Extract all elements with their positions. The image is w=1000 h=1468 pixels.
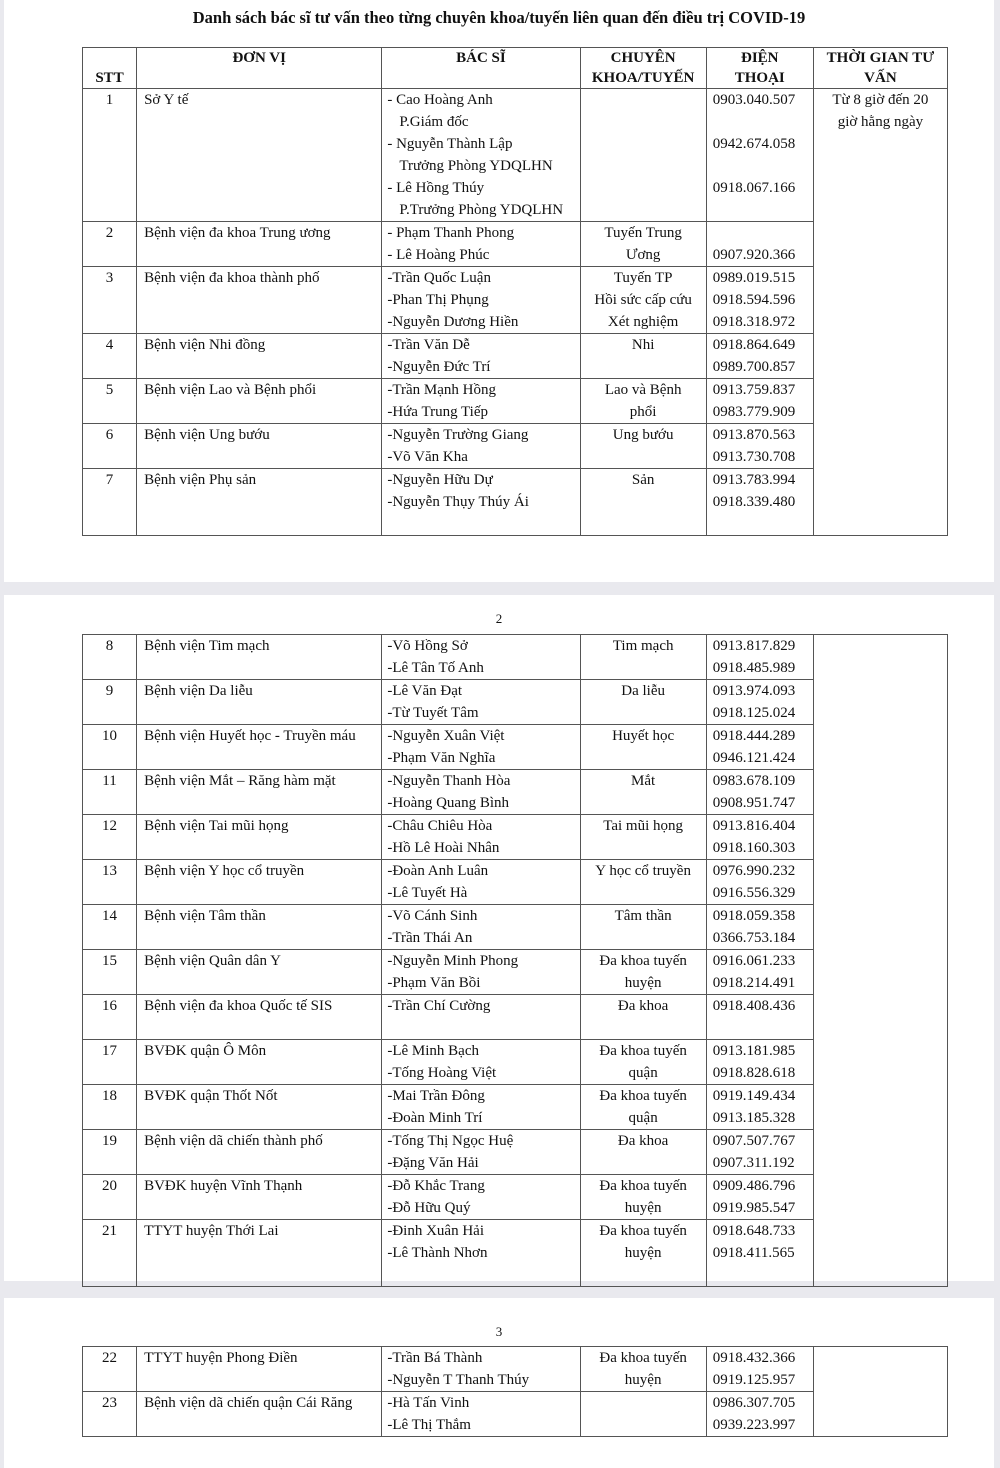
row-unit: Sở Y tế [137, 89, 382, 222]
row-phones: 0909.486.796 0919.985.547 [706, 1175, 813, 1220]
row-stt: 22 [83, 1347, 137, 1392]
row-specialty: Tâm thần [580, 905, 706, 950]
row-stt: 13 [83, 860, 137, 905]
row-specialty: Lao và Bệnh phổi [580, 379, 706, 424]
row-phones: 0903.040.507 0942.674.058 0918.067.166 [706, 89, 813, 222]
row-phones: 0919.149.434 0913.185.328 [706, 1085, 813, 1130]
row-unit: Bệnh viện Mắt – Răng hàm mặt [137, 770, 382, 815]
row-specialty [580, 89, 706, 222]
row-unit: Bệnh viện Phụ sản [137, 469, 382, 536]
row-stt: 21 [83, 1220, 137, 1287]
row-phones: 0989.019.515 0918.594.596 0918.318.972 [706, 267, 813, 334]
row-stt: 5 [83, 379, 137, 424]
row-phones: 0913.870.563 0913.730.708 [706, 424, 813, 469]
row-unit: Bệnh viện đa khoa Quốc tế SIS [137, 995, 382, 1040]
row-unit: BVĐK quận Thốt Nốt [137, 1085, 382, 1130]
doctor-table-page-1 [82, 47, 948, 536]
row-doctors: -Châu Chiêu Hòa -Hồ Lê Hoài Nhân [382, 815, 580, 860]
row-phones: 0913.181.985 0918.828.618 [706, 1040, 813, 1085]
row-stt: 19 [83, 1130, 137, 1175]
row-doctors: -Mai Trần Đông -Đoàn Minh Trí [382, 1085, 580, 1130]
row-stt: 15 [83, 950, 137, 995]
row-doctors: -Võ Cánh Sinh -Trần Thái An [382, 905, 580, 950]
row-specialty: Đa khoa tuyến quận [580, 1085, 706, 1130]
row-stt: 16 [83, 995, 137, 1040]
row-phones: 0918.444.289 0946.121.424 [706, 725, 813, 770]
header-unit: ĐƠN VỊ [137, 48, 382, 89]
row-unit: Bệnh viện Nhi đồng [137, 334, 382, 379]
row-phones: 0907.507.767 0907.311.192 [706, 1130, 813, 1175]
row-stt: 20 [83, 1175, 137, 1220]
row-specialty: Đa khoa tuyến quận [580, 1040, 706, 1085]
row-stt: 2 [83, 222, 137, 267]
row-phones: 0913.817.829 0918.485.989 [706, 635, 813, 680]
consult-time: Từ 8 giờ đến 20 giờ hằng ngày [813, 89, 947, 536]
table-row [83, 1347, 948, 1392]
row-stt: 12 [83, 815, 137, 860]
row-stt: 14 [83, 905, 137, 950]
row-doctors: -Tống Thị Ngọc Huệ -Đặng Văn Hải [382, 1130, 580, 1175]
row-stt: 4 [83, 334, 137, 379]
row-phones: 0983.678.109 0908.951.747 [706, 770, 813, 815]
header-phone: ĐIỆN THOẠI [706, 48, 813, 89]
row-phones: 0918.059.358 0366.753.184 [706, 905, 813, 950]
row-doctors: -Trần Bá Thành -Nguyễn T Thanh Thúy [382, 1347, 580, 1392]
row-stt: 17 [83, 1040, 137, 1085]
row-unit: Bệnh viện Lao và Bệnh phổi [137, 379, 382, 424]
row-unit: Bệnh viện Y học cổ truyền [137, 860, 382, 905]
consult-time [813, 635, 947, 1287]
row-doctors: -Lê Minh Bạch -Tống Hoàng Việt [382, 1040, 580, 1085]
row-stt: 8 [83, 635, 137, 680]
row-unit: Bệnh viện Tim mạch [137, 635, 382, 680]
row-specialty: Tim mạch [580, 635, 706, 680]
row-specialty: Y học cổ truyền [580, 860, 706, 905]
row-phones: 0918.864.649 0989.700.857 [706, 334, 813, 379]
row-unit: TTYT huyện Phong Điền [137, 1347, 382, 1392]
row-specialty: Tuyến TP Hồi sức cấp cứu Xét nghiệm [580, 267, 706, 334]
row-specialty: Mắt [580, 770, 706, 815]
row-phones: 0976.990.232 0916.556.329 [706, 860, 813, 905]
header-doctor: BÁC SĨ [382, 48, 580, 89]
row-unit: Bệnh viện dã chiến quận Cái Răng [137, 1392, 382, 1437]
row-specialty: Đa khoa tuyến huyện [580, 1220, 706, 1287]
row-specialty: Tai mũi họng [580, 815, 706, 860]
consult-time [813, 1347, 947, 1437]
table-row [83, 635, 948, 680]
row-unit: BVĐK huyện Vĩnh Thạnh [137, 1175, 382, 1220]
row-specialty: Đa khoa tuyến huyện [580, 1175, 706, 1220]
header-time: THỜI GIAN TƯ VẤN [813, 48, 947, 89]
row-unit: Bệnh viện Tâm thần [137, 905, 382, 950]
row-doctors: -Đinh Xuân Hải -Lê Thành Nhơn [382, 1220, 580, 1287]
row-doctors: -Nguyễn Xuân Việt -Phạm Văn Nghĩa [382, 725, 580, 770]
row-doctors: -Nguyễn Minh Phong -Phạm Văn Bồi [382, 950, 580, 995]
row-unit: Bệnh viện Ung bướu [137, 424, 382, 469]
row-phones: 0916.061.233 0918.214.491 [706, 950, 813, 995]
row-specialty: Đa khoa [580, 1130, 706, 1175]
row-specialty: Nhi [580, 334, 706, 379]
doctor-table-page-3 [82, 1346, 948, 1437]
row-doctors: - Phạm Thanh Phong - Lê Hoàng Phúc [382, 222, 580, 267]
row-specialty: Đa khoa tuyến huyện [580, 1347, 706, 1392]
row-doctors: -Trần Mạnh Hồng -Hứa Trung Tiếp [382, 379, 580, 424]
row-doctors: -Trần Chí Cường [382, 995, 580, 1040]
row-doctors: -Võ Hồng Sở -Lê Tân Tố Anh [382, 635, 580, 680]
table-row [83, 89, 948, 222]
row-doctors: -Trần Quốc Luận -Phan Thị Phụng -Nguyễn Dương Hiền [382, 267, 580, 334]
row-specialty: Sản [580, 469, 706, 536]
row-phones: 0913.759.837 0983.779.909 [706, 379, 813, 424]
row-phones: 0913.783.994 0918.339.480 [706, 469, 813, 536]
row-doctors: -Hà Tấn Vinh -Lê Thị Thắm [382, 1392, 580, 1437]
table-header-row [83, 48, 948, 89]
header-specialty: CHUYÊN KHOA/TUYẾN [580, 48, 706, 89]
row-doctors: -Nguyễn Hữu Dự -Nguyễn Thụy Thúy Ái [382, 469, 580, 536]
row-phones: 0907.920.366 [706, 222, 813, 267]
row-specialty: Da liễu [580, 680, 706, 725]
row-stt: 10 [83, 725, 137, 770]
row-specialty [580, 1392, 706, 1437]
row-stt: 9 [83, 680, 137, 725]
header-stt: STT [83, 48, 137, 89]
row-doctors: -Trần Văn Dễ -Nguyễn Đức Trí [382, 334, 580, 379]
document-title: Danh sách bác sĩ tư vấn theo từng chuyên khoa/tuyến liên quan đến điều trị COVID-19 [192, 8, 806, 27]
row-unit: Bệnh viện đa khoa Trung ương [137, 222, 382, 267]
row-stt: 6 [83, 424, 137, 469]
page-number: 2 [495, 611, 503, 626]
row-specialty: Huyết học [580, 725, 706, 770]
row-unit: Bệnh viện đa khoa thành phố [137, 267, 382, 334]
row-stt: 18 [83, 1085, 137, 1130]
row-unit: Bệnh viện Huyết học - Truyền máu [137, 725, 382, 770]
doctor-table-page-2 [82, 634, 948, 1287]
row-phones: 0918.648.733 0918.411.565 [706, 1220, 813, 1287]
row-doctors: -Lê Văn Đạt -Từ Tuyết Tâm [382, 680, 580, 725]
row-doctors: -Đoàn Anh Luân -Lê Tuyết Hà [382, 860, 580, 905]
row-phones: 0918.408.436 [706, 995, 813, 1040]
row-specialty: Tuyến Trung Ương [580, 222, 706, 267]
row-unit: TTYT huyện Thới Lai [137, 1220, 382, 1287]
row-stt: 7 [83, 469, 137, 536]
row-phones: 0918.432.366 0919.125.957 [706, 1347, 813, 1392]
row-stt: 23 [83, 1392, 137, 1437]
row-doctors: -Nguyễn Thanh Hòa -Hoàng Quang Bình [382, 770, 580, 815]
row-doctors: -Nguyễn Trường Giang -Võ Văn Kha [382, 424, 580, 469]
row-unit: BVĐK quận Ô Môn [137, 1040, 382, 1085]
row-specialty: Đa khoa tuyến huyện [580, 950, 706, 995]
row-doctors: - Cao Hoàng Anh P.Giám đốc - Nguyễn Thành Lập Trưởng Phòng YDQLHN - Lê Hồng Thúy P.Trưởng Phòng YDQLHN [382, 89, 580, 222]
row-stt: 1 [83, 89, 137, 222]
row-unit: Bệnh viện Tai mũi họng [137, 815, 382, 860]
row-unit: Bệnh viện Quân dân Y [137, 950, 382, 995]
row-phones: 0913.974.093 0918.125.024 [706, 680, 813, 725]
row-phones: 0986.307.705 0939.223.997 [706, 1392, 813, 1437]
row-phones: 0913.816.404 0918.160.303 [706, 815, 813, 860]
page-number: 3 [495, 1324, 503, 1339]
row-stt: 11 [83, 770, 137, 815]
row-unit: Bệnh viện Da liễu [137, 680, 382, 725]
row-unit: Bệnh viện dã chiến thành phố [137, 1130, 382, 1175]
row-specialty: Đa khoa [580, 995, 706, 1040]
row-doctors: -Đỗ Khắc Trang -Đỗ Hữu Quý [382, 1175, 580, 1220]
row-specialty: Ung bướu [580, 424, 706, 469]
row-stt: 3 [83, 267, 137, 334]
